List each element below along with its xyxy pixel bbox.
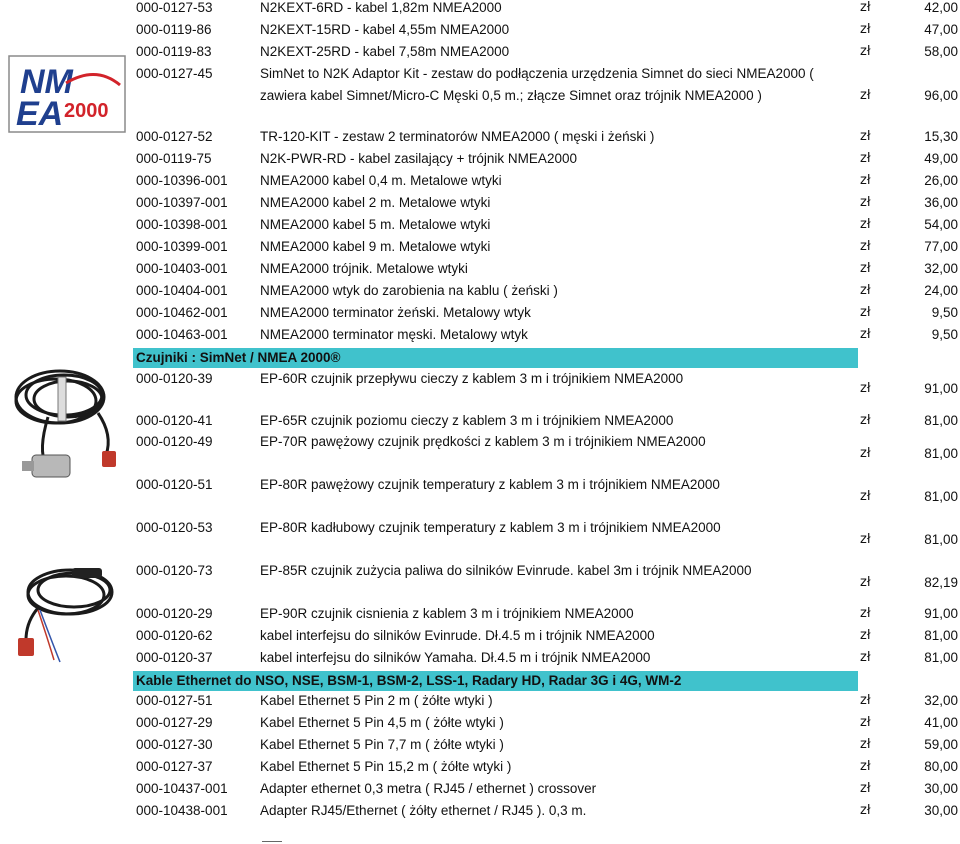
- part-description: NMEA2000 kabel 9 m. Metalowe wtyki: [260, 239, 491, 254]
- table-row: [0, 781, 960, 803]
- part-code: 000-10404-001: [136, 283, 228, 298]
- part-price: 77,00: [924, 239, 958, 254]
- currency-symbol: zł: [860, 44, 871, 59]
- part-price: 15,30: [924, 129, 958, 144]
- part-code: 000-10437-001: [136, 781, 228, 796]
- logo-2000: 2000: [64, 100, 109, 122]
- table-row: [0, 650, 960, 672]
- part-description: N2KEXT-6RD - kabel 1,82m NMEA2000: [260, 0, 502, 15]
- part-price: 24,00: [924, 283, 958, 298]
- table-row: [0, 477, 960, 517]
- part-description: EP-85R czujnik zużycia paliwa do silników Evinrude. kabel 3m i trójnik NMEA2000: [260, 563, 752, 578]
- part-price: 81,00: [924, 628, 958, 643]
- part-description: EP-65R czujnik poziomu cieczy z kablem 3 m i trójnikiem NMEA2000: [260, 413, 674, 428]
- part-price: 30,00: [924, 781, 958, 796]
- part-code: 000-0120-62: [136, 628, 213, 643]
- part-code: 000-0119-75: [136, 151, 212, 166]
- part-description: NMEA2000 trójnik. Metalowe wtyki: [260, 261, 468, 276]
- part-code: 000-0127-37: [136, 759, 213, 774]
- currency-symbol: zł: [860, 737, 871, 752]
- currency-symbol: zł: [860, 88, 871, 103]
- part-price: 9,50: [931, 305, 958, 320]
- table-row: [0, 606, 960, 628]
- part-price: 49,00: [924, 151, 958, 166]
- table-row: [0, 803, 960, 825]
- section-header-ethernet: Kable Ethernet do NSO, NSE, BSM-1, BSM-2, LSS-1, Radary HD, Radar 3G i 4G, WM-2: [133, 671, 858, 691]
- part-price: 91,00: [924, 381, 958, 396]
- currency-symbol: zł: [860, 261, 871, 276]
- currency-symbol: zł: [860, 283, 871, 298]
- table-row: [0, 693, 960, 715]
- table-row: [0, 520, 960, 560]
- part-description: EP-90R czujnik cisnienia z kablem 3 m i trójnikiem NMEA2000: [260, 606, 634, 621]
- part-code: 000-10462-001: [136, 305, 228, 320]
- part-description: NMEA2000 kabel 2 m. Metalowe wtyki: [260, 195, 491, 210]
- part-description-line2: zawiera kabel Simnet/Micro-C Męski 0,5 m.; złącze Simnet oraz trójnik NMEA2000 ): [260, 88, 762, 103]
- currency-symbol: zł: [860, 693, 871, 708]
- table-row: [0, 737, 960, 759]
- currency-symbol: zł: [860, 327, 871, 342]
- part-code: 000-0127-52: [136, 129, 213, 144]
- table-row: [0, 66, 960, 110]
- part-description: N2K-PWR-RD - kabel zasilający + trójnik NMEA2000: [260, 151, 577, 166]
- part-code: 000-10403-001: [136, 261, 228, 276]
- part-description: Adapter RJ45/Ethernet ( żółty ethernet / RJ45 ). 0,3 m.: [260, 803, 587, 818]
- currency-symbol: zł: [860, 0, 871, 15]
- part-description: SimNet to N2K Adaptor Kit - zestaw do podłączenia urzędzenia Simnet do sieci NMEA2000 (: [260, 66, 814, 81]
- part-price: 91,00: [924, 606, 958, 621]
- part-code: 000-0120-73: [136, 563, 213, 578]
- table-row: [0, 261, 960, 283]
- part-description: kabel interfejsu do silników Yamaha. Dł.4.5 m i trójnik NMEA2000: [260, 650, 651, 665]
- currency-symbol: zł: [860, 715, 871, 730]
- part-description: Kabel Ethernet 5 Pin 15,2 m ( żółte wtyki ): [260, 759, 512, 774]
- table-row: [0, 413, 960, 435]
- table-row: [0, 434, 960, 474]
- part-description: NMEA2000 wtyk do zarobienia na kablu ( żeński ): [260, 283, 558, 298]
- part-price: 81,00: [924, 489, 958, 504]
- part-code: 000-0127-45: [136, 66, 213, 81]
- part-description: EP-60R czujnik przepływu cieczy z kablem 3 m i trójnikiem NMEA2000: [260, 371, 684, 386]
- part-code: 000-0120-29: [136, 606, 213, 621]
- table-row: [0, 151, 960, 173]
- part-code: 000-0120-49: [136, 434, 213, 449]
- part-code: 000-10396-001: [136, 173, 228, 188]
- part-description: NMEA2000 terminator męski. Metalowy wtyk: [260, 327, 528, 342]
- table-row: [0, 715, 960, 737]
- part-code: 000-0119-83: [136, 44, 212, 59]
- part-description: NMEA2000 kabel 5 m. Metalowe wtyki: [260, 217, 491, 232]
- part-code: 000-0120-51: [136, 477, 213, 492]
- part-price: 32,00: [924, 261, 958, 276]
- part-price: 9,50: [931, 327, 958, 342]
- part-description: Kabel Ethernet 5 Pin 2 m ( żółte wtyki ): [260, 693, 493, 708]
- currency-symbol: zł: [860, 759, 871, 774]
- currency-symbol: zł: [860, 446, 871, 461]
- part-description: TR-120-KIT - zestaw 2 terminatorów NMEA2000 ( męski i żeński ): [260, 129, 655, 144]
- part-code: 000-0120-41: [136, 413, 213, 428]
- table-row: [0, 305, 960, 327]
- part-description: kabel interfejsu do silników Evinrude. Dł.4.5 m i trójnik NMEA2000: [260, 628, 655, 643]
- table-row: [0, 371, 960, 411]
- part-description: NMEA2000 kabel 0,4 m. Metalowe wtyki: [260, 173, 502, 188]
- part-price: 81,00: [924, 446, 958, 461]
- table-row: [0, 327, 960, 349]
- table-row: [0, 129, 960, 151]
- part-price: 41,00: [924, 715, 958, 730]
- part-price: 96,00: [924, 88, 958, 103]
- currency-symbol: zł: [860, 489, 871, 504]
- currency-symbol: zł: [860, 650, 871, 665]
- part-code: 000-0127-51: [136, 693, 213, 708]
- part-price: 30,00: [924, 803, 958, 818]
- currency-symbol: zł: [860, 129, 871, 144]
- table-row: [0, 239, 960, 261]
- part-code: 000-10438-001: [136, 803, 228, 818]
- logo-ea: EA: [16, 95, 64, 133]
- currency-symbol: zł: [860, 628, 871, 643]
- part-description: Kabel Ethernet 5 Pin 7,7 m ( żółte wtyki ): [260, 737, 504, 752]
- part-price: 54,00: [924, 217, 958, 232]
- currency-symbol: zł: [860, 803, 871, 818]
- currency-symbol: zł: [860, 413, 871, 428]
- part-price: 26,00: [924, 173, 958, 188]
- part-price: 59,00: [924, 737, 958, 752]
- table-row: [0, 217, 960, 239]
- currency-symbol: zł: [860, 195, 871, 210]
- divider: [262, 841, 282, 842]
- part-price: 82,19: [924, 575, 958, 590]
- table-row: [0, 563, 960, 603]
- part-description: EP-80R kadłubowy czujnik temperatury z kablem 3 m i trójnikiem NMEA2000: [260, 520, 721, 535]
- part-price: 80,00: [924, 759, 958, 774]
- currency-symbol: zł: [860, 239, 871, 254]
- currency-symbol: zł: [860, 305, 871, 320]
- part-description: NMEA2000 terminator żeński. Metalowy wtyk: [260, 305, 531, 320]
- table-row: [0, 0, 960, 22]
- part-description: Kabel Ethernet 5 Pin 4,5 m ( żółte wtyki ): [260, 715, 504, 730]
- currency-symbol: zł: [860, 575, 871, 590]
- part-code: 000-0127-53: [136, 0, 213, 15]
- table-row: [0, 628, 960, 650]
- table-row: [0, 22, 960, 44]
- currency-symbol: zł: [860, 22, 871, 37]
- part-price: 42,00: [924, 0, 958, 15]
- part-description: EP-80R pawężowy czujnik temperatury z kablem 3 m i trójnikiem NMEA2000: [260, 477, 720, 492]
- part-price: 81,00: [924, 650, 958, 665]
- part-code: 000-0127-29: [136, 715, 213, 730]
- part-code: 000-0120-37: [136, 650, 213, 665]
- currency-symbol: zł: [860, 381, 871, 396]
- part-description: EP-70R pawężowy czujnik prędkości z kablem 3 m i trójnikiem NMEA2000: [260, 434, 706, 449]
- table-row: [0, 759, 960, 781]
- part-price: 58,00: [924, 44, 958, 59]
- currency-symbol: zł: [860, 151, 871, 166]
- part-code: 000-10399-001: [136, 239, 228, 254]
- part-code: 000-10463-001: [136, 327, 228, 342]
- part-description: Adapter ethernet 0,3 metra ( RJ45 / ethernet ) crossover: [260, 781, 597, 796]
- table-row: [0, 195, 960, 217]
- section-header-sensors: Czujniki : SimNet / NMEA 2000®: [133, 348, 858, 368]
- part-description: N2KEXT-25RD - kabel 7,58m NMEA2000: [260, 44, 510, 59]
- part-description: N2KEXT-15RD - kabel 4,55m NMEA2000: [260, 22, 510, 37]
- part-price: 32,00: [924, 693, 958, 708]
- table-row: [0, 173, 960, 195]
- part-code: 000-0120-53: [136, 520, 213, 535]
- currency-symbol: zł: [860, 532, 871, 547]
- currency-symbol: zł: [860, 606, 871, 621]
- currency-symbol: zł: [860, 217, 871, 232]
- part-price: 36,00: [924, 195, 958, 210]
- part-price: 81,00: [924, 532, 958, 547]
- part-price: 81,00: [924, 413, 958, 428]
- table-row: [0, 44, 960, 66]
- part-code: 000-10398-001: [136, 217, 228, 232]
- part-code: 000-0119-86: [136, 22, 212, 37]
- currency-symbol: zł: [860, 781, 871, 796]
- part-code: 000-0127-30: [136, 737, 213, 752]
- logo-nm: NM: [20, 63, 73, 101]
- table-row: [0, 283, 960, 305]
- part-code: 000-10397-001: [136, 195, 228, 210]
- part-price: 47,00: [924, 22, 958, 37]
- part-code: 000-0120-39: [136, 371, 213, 386]
- currency-symbol: zł: [860, 173, 871, 188]
